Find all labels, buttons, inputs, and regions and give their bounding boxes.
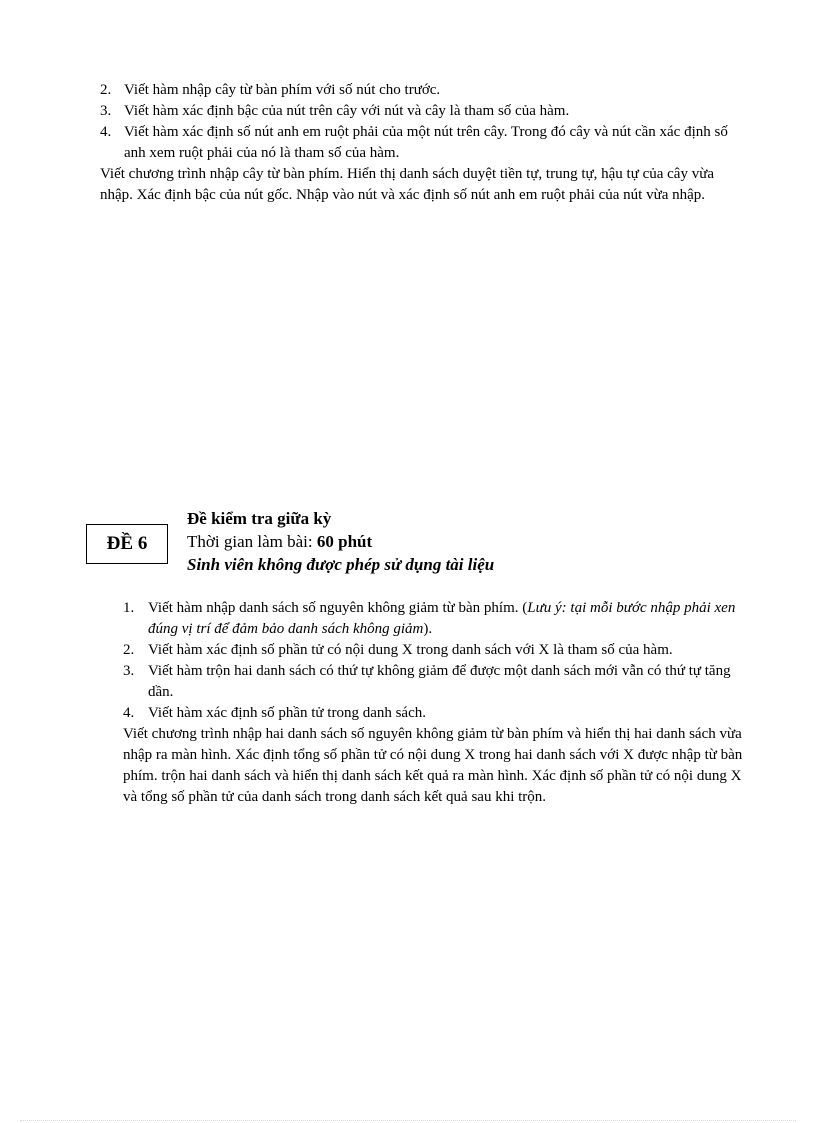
top-section — [100, 80, 740, 206]
item-number: 3. — [100, 103, 112, 119]
exam-number-box: ĐỀ 6 — [86, 524, 168, 564]
list-item — [123, 598, 743, 640]
item-number: 3. — [123, 663, 135, 679]
item-text: Viết hàm xác định bậc của nút trên cây với nút và cây là tham số của hàm. — [124, 103, 570, 119]
list-item — [100, 122, 740, 164]
item-number: 2. — [100, 82, 112, 98]
item-number: 4. — [123, 705, 135, 721]
item-text: Viết hàm xác định số nút anh em ruột phải của một nút trên cây. Trong đó cây và nút cần xác định số anh xem ruột phải của nó là tham số của hàm. — [124, 124, 728, 161]
item-tail: ). — [423, 621, 433, 637]
page-bottom-divider — [20, 1120, 796, 1121]
task-paragraph: Viết chương trình nhập hai danh sách số nguyên không giảm từ bàn phím và hiển thị hai danh sách vừa nhập ra màn hình. Xác định tổng số phần tử có nội dung X trong hai danh sách với X được nhập từ bàn phím. trộn hai danh sách và hiển thị danh sách kết quả ra màn hình. Xác định số phần tử có nội dung X và tổng số phần tử của danh sách trong danh sách kết quả sau khi trộn. — [123, 726, 743, 805]
list-item — [123, 640, 743, 661]
item-text: Viết hàm xác định số phần tử có nội dung X trong danh sách với X là tham số của hàm. — [148, 642, 673, 658]
item-note: Lưu ý: tại mỗi bước nhập phải xen đúng vị trí để đảm bảo danh sách không giảm — [148, 600, 736, 637]
time-value: 60 phút — [316, 532, 373, 551]
exam-rule: Sinh viên không được phép sử dụng tài liệu — [187, 555, 495, 574]
list-item — [100, 101, 740, 122]
time-label: Thời gian làm bài: — [187, 532, 317, 551]
item-number: 2. — [123, 642, 135, 658]
exam-header — [187, 507, 494, 576]
exam-title: Đề kiểm tra giữa kỳ — [187, 509, 332, 528]
list-item — [123, 661, 743, 703]
item-text: Viết hàm trộn hai danh sách có thứ tự không giảm để được một danh sách mới vẫn có thứ tự tăng dần. — [148, 663, 731, 700]
item-text: Viết hàm nhập danh sách số nguyên không giảm từ bàn phím. ( — [148, 600, 528, 616]
item-number: 1. — [123, 600, 135, 616]
item-number: 4. — [100, 124, 112, 140]
item-text: Viết hàm xác định số phần tử trong danh sách. — [148, 705, 426, 721]
list-item — [123, 703, 743, 724]
item-text: Viết hàm nhập cây từ bàn phím với số nút cho trước. — [124, 82, 441, 98]
task-paragraph: Viết chương trình nhập cây từ bàn phím. Hiển thị danh sách duyệt tiền tự, trung tự, hậu tự của cây vừa nhập. Xác định bậc của nút gốc. Nhập vào nút và xác định số nút anh em ruột phải của nút vừa nhập. — [100, 166, 714, 203]
exam-questions — [123, 598, 743, 808]
exam-time — [187, 530, 494, 553]
list-item — [100, 80, 740, 101]
